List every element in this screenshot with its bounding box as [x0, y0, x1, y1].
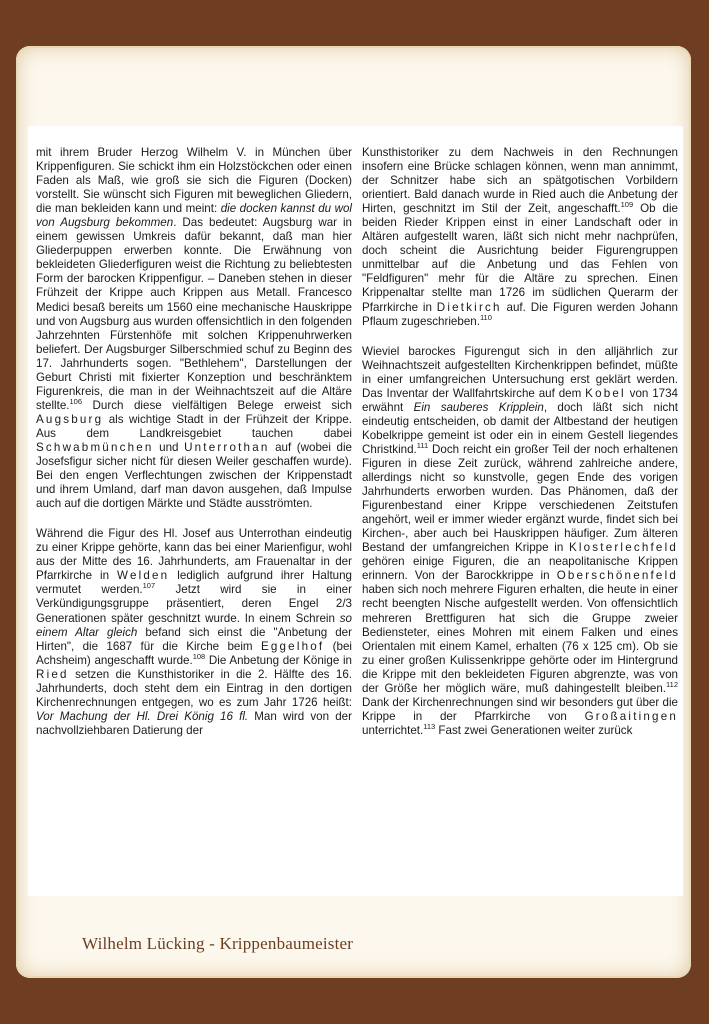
text-run: Wieviel barockes Figurengut sich in den alljährlich zur Weihnachtszeit aufgestellten Kirchenkrippen befindet, müßte in einer umfangreichen Untersuchung erst geklärt werden. Das Inventar der Wallfahrtskirche auf dem	[362, 344, 678, 400]
footnote-ref: 112	[666, 679, 678, 689]
footer-title: Wilhelm Lücking - Krippenbaumeister	[82, 934, 354, 953]
place-name: Oberschönenfeld	[556, 569, 678, 583]
text-run: auf. Die Figuren werden Johann Pflaum zugeschrieben.	[362, 300, 678, 328]
italic-quote: Ein sauberes Kripplein	[413, 400, 544, 414]
place-name: Ried	[36, 667, 69, 681]
footnote-ref: 113	[423, 722, 436, 732]
text-run: Durch diese vielfältigen Belege erweist sich	[82, 398, 352, 412]
place-name: Welden	[117, 569, 170, 583]
footnote-ref: 111	[416, 441, 429, 451]
text-run: . Das bedeutet: Augsburg war in einem gewissen Umkreis dafür bekannt, daß man hier Gliederpuppen erwerben konnte. Die Erwähnung von bekleideten Gliederfiguren weist die Richtung zu beliebtesten Form der barocken Krippenfigur. – Daneben stehen in dieser Frühzeit der Krippe auch Krippen aus Metall. Francesco Medici besaß bereits um 1560 eine mechanische Hauskrippe und von Augsburg aus wurden offensichtlich in den folgenden Jahrzehnten Fürstenhöfe mit solchen Krippenuhrwerken beliefert. Der Augsburger Silberschmied schuf zu Beginn des 17. Jahrhunderts sogen. "Bethlehem", Darstellungen der Geburt Christi mit fixierter Konzeption und beschränktem Figurenkreis, die man in der Weihnachtszeit auf die Altäre stellte.	[36, 216, 353, 412]
text-run: von 1734 erwähnt	[362, 386, 679, 414]
place-name: Kobel	[585, 386, 626, 400]
text-run: Man wird von der nachvollziehbaren Datierung der	[36, 709, 352, 737]
text-run: , doch läßt sich nicht eindeutig entscheiden, ob damit der Altbestand der heutigen Kobelkrippe gemeint ist oder ein in einem Gestell liegendes Christkind.	[362, 400, 678, 456]
footnote-ref: 108	[192, 651, 206, 661]
paragraph	[362, 146, 678, 329]
text-run: gehören einige Figuren, die an neapolitanische Krippen erinnern. Von der Barockkrippe in	[362, 555, 678, 583]
paragraph	[36, 146, 352, 511]
italic-quote: die docken kannst du wol von Augsburg bekommen	[36, 202, 352, 230]
text-run: Dank der Kirchenrechnungen sind wir besonders gut über die Krippe in der Pfarrkirche von	[362, 695, 678, 723]
footnote-ref: 106	[69, 396, 83, 406]
text-run: Fast zwei Generationen weiter zurück	[435, 723, 633, 737]
text-run: unterrichtet.	[362, 723, 424, 737]
text-run: Doch reicht ein großer Teil der noch erhaltenen Figuren in diese Zeit zurück, während zahlreiche andere, allerdings nicht so kunstvolle, gegen Ende des vorigen Jahrhunderts erworben wurden. Das Phänomen, daß der Figurenbestand einer Krippe verschiedenen Zeitstufen angehört, weil er immer wieder ergänzt wurde, findet sich bei Kirchen-, aber auch bei Hauskrippen häufiger. Zum älteren Bestand der umfangreichen Krippe in	[362, 442, 678, 555]
text-run: Kunsthistoriker zu dem Nachweis in den Rechnungen insofern eine Brücke schlagen können, wenn man annimmt, der Schnitzer habe sich an spätgotischen Vorbildern orientiert. Bald danach wurde in Ried auch die Anbetung der Hirten, geschnitzt im Stil der Zeit, angeschafft.	[362, 146, 678, 216]
place-name: Dietkirch	[436, 300, 502, 314]
place-name: Großaitingen	[584, 709, 678, 723]
footnote-ref: 110	[479, 312, 492, 322]
right-column	[362, 146, 678, 738]
footnote-ref: 109	[620, 200, 634, 210]
left-column	[36, 146, 352, 738]
place-name: Eggelhof	[260, 639, 325, 653]
text-run: Jetzt wird sie in einer Verkündigungsgruppe präsentiert, deren Engel 2/3 Generationen später geschnitzt wurde. In einem Schrein	[36, 583, 352, 625]
text-run: Ob die beiden Rieder Krippen einst in einer Landschaft oder in Altären aufgestellt waren, läßt sich nicht mehr nachprüfen, doch scheint die Ausrichtung beider Figurengruppen unmittelbar auf die Anbetung und das Fehlen von "Feldfiguren" mehr für die Altäre zu sprechen. Einen Krippenaltar stellte man 1726 im südlichen Querarm der Pfarrkirche in	[362, 202, 678, 314]
text-run: (bei Achsheim) angeschafft wurde.	[36, 639, 352, 667]
text-run: lediglich aufgrund ihrer Haltung vermutet werden.	[36, 569, 353, 597]
paragraph	[36, 527, 352, 738]
italic-quote: so einem Altar gleich	[36, 611, 352, 639]
text-run: und	[153, 440, 185, 454]
footnote-ref: 107	[142, 581, 156, 591]
place-name: Unterrothan	[184, 440, 270, 454]
text-run: auf (wobei die Josefsfigur sicher nicht für diesen Weiler geschaffen wurde). Bei den engen Verflechtungen zwischen der Krippenstadt und ihrem Umland, darf man davon ausgehen, daß Impulse auch auf die dortigen Märkte und Städte ausströmten.	[36, 440, 352, 511]
place-name: Augsburg	[36, 412, 104, 426]
paragraph	[362, 345, 678, 738]
book-page	[28, 126, 683, 896]
place-name: Schwabmünchen	[36, 440, 154, 454]
text-run: Während die Figur des Hl. Josef aus Unterrothan eindeutig zu einer Krippe gehörte, kann das bei einer Marienfigur, wohl aus der Mitte des 16. Jahrhunderts, am Frauenaltar in der Pfarrkirche in	[36, 527, 352, 583]
italic-quote: Vor Machung der Hl. Drei König 16 fl.	[36, 709, 249, 723]
text-run: setzen die Kunsthistoriker in die 2. Hälfte des 16. Jahrhunderts, doch steht dem ein Eintrag in den dortigen Kirchenrechnungen entgegen, wo es zum Jahr 1726 heißt:	[36, 667, 352, 709]
text-run: haben sich noch mehrere Figuren erhalten, die heute in einer recht beengten Nische aufgestellt werden. Von offensichtlich mehreren Brettfiguren hat sich die Gruppe zweier Bediensteter, eines Mohren mit einem Falken und eines Orientalen mit einem Kamel, erhalten (76 x 125 cm). Ob sie zu einer großen Kulissenkrippe gehörte oder im Hintergrund die Krippe mit den bekleideten Figuren abgrenzte, was von der Größe her möglich wäre, muß dahingestellt bleiben.	[362, 583, 678, 695]
text-run: mit ihrem Bruder Herzog Wilhelm V. in München über Krippenfiguren. Sie schickt ihm ein Holzstöckchen oder einen Faden als Maß, wie groß sie sich die Figuren (Docken) vorstellt. Sie wünscht sich Figuren mit beweglichen Gliedern, die man bekleiden kann und meint:	[36, 146, 352, 216]
place-name: Klosterlechfeld	[568, 541, 678, 555]
text-run: Die Anbetung der Könige in	[205, 653, 352, 667]
text-run: als wichtige Stadt in der Frühzeit der Krippe. Aus dem Landkreisgebiet tauchen dabei	[36, 412, 352, 440]
text-run: befand sich einst die "Anbetung der Hirten", die 1687 für die Kirche beim	[36, 625, 352, 653]
